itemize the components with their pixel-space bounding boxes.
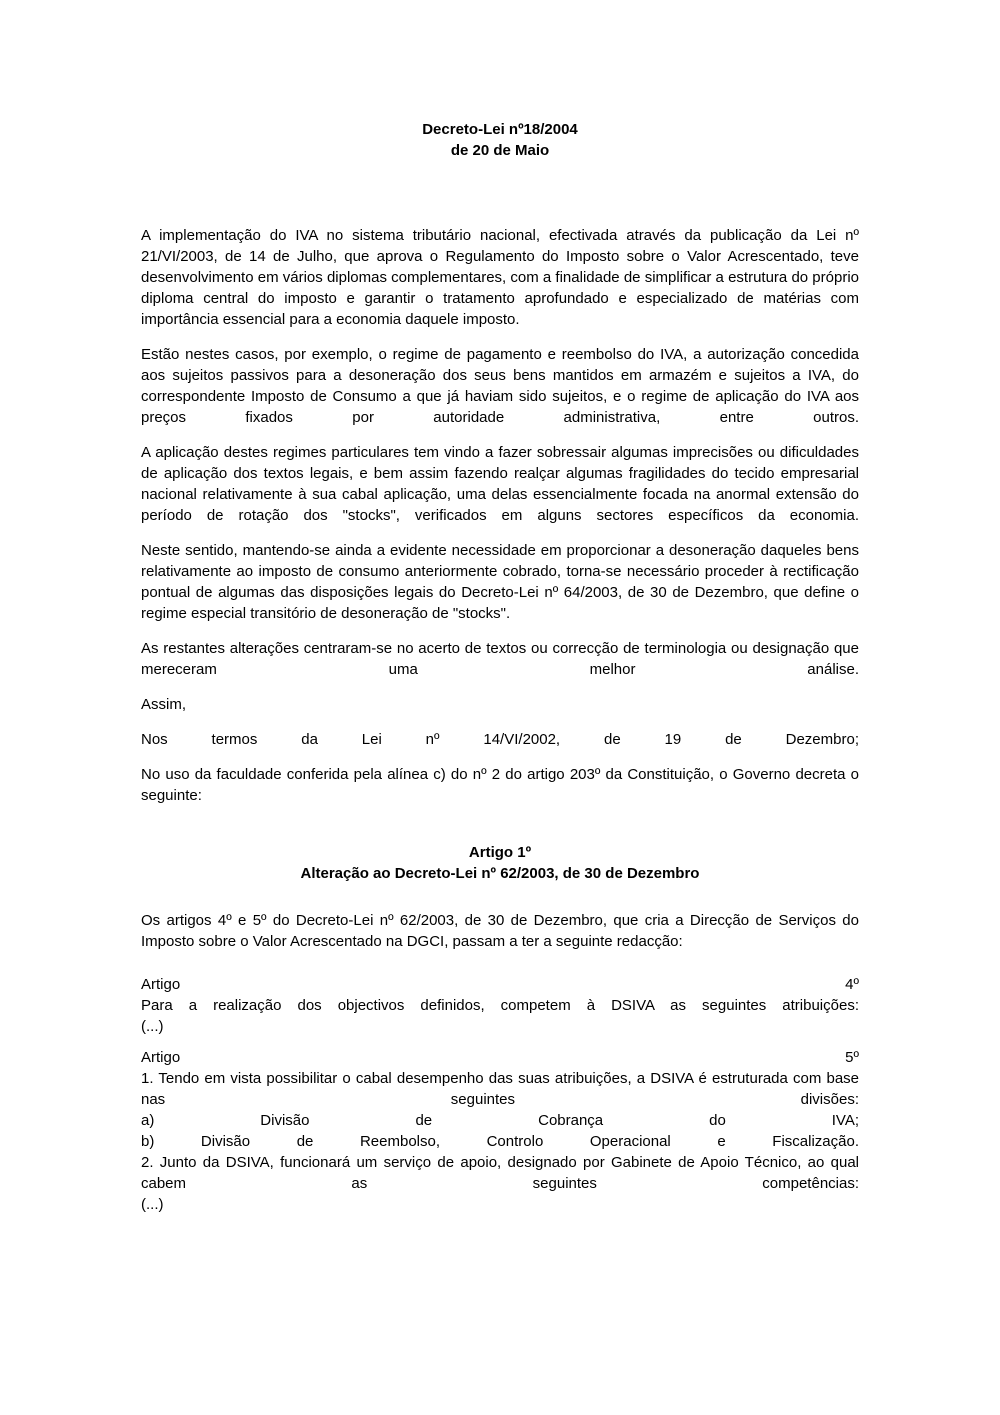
intro-paragraph-5: As restantes alterações centraram-se no acerto de textos ou correcção de terminologia ou designação que mereceram uma melhor análise. [141,640,859,678]
article-5-block: Artigo 5º 1. Tendo em vista possibilitar o cabal desempenho das suas atribuições, a DSIVA é estruturada com base nas seguintes divisões: a) Divisão de Cobrança do IVA; b) Divisão de Reembolso, Controlo Operacional e Fiscalização. 2. Junto da DSIVA, funcionará um serviço de apoio, designado por Gabinete de Apoio Técnico, ao qual cabem as seguintes competências: (...) [141,1049,859,1213]
document-title: Decreto-Lei nº18/2004 de 20 de Maio [422,121,578,159]
intro-paragraph-2: Estão nestes casos, por exemplo, o regime de pagamento e reembolso do IVA, a autorização concedida aos sujeitos passivos para a desoneração dos seus bens mantidos em armazém e sujeitos a IVA, do correspondente Imposto de Consumo a que já haviam sido sujeitos, e o regime de aplicação do IVA aos preços fixados por autoridade administrativa, entre outros. [141,346,859,426]
article-4-block: Artigo 4º Para a realização dos objectivos definidos, competem à DSIVA as seguintes atribuições: (...) [141,976,859,1035]
article-1-heading: Artigo 1º Alteração ao Decreto-Lei nº 62/2003, de 30 de Dezembro [300,844,700,882]
intro-paragraph-1: A implementação do IVA no sistema tributário nacional, efectivada através da publicação da Lei nº 21/VI/2003, de 14 de Julho, que aprova o Regulamento do Imposto sobre o Valor Acrescentado, teve desenvolvimento em vários diplomas complementares, com a finalidade de simplificar a estrutura do próprio diploma central do imposto e garantir o tratamento aprofundado e especializado de matérias com importância essencial para a economia daquele imposto. [141,227,859,328]
no-uso-paragraph: No uso da faculdade conferida pela alínea c) do nº 2 do artigo 203º da Constituição, o Governo decreta o seguinte: [141,766,859,804]
intro-paragraph-4: Neste sentido, mantendo-se ainda a evidente necessidade em proporcionar a desoneração daqueles bens relativamente ao imposto de consumo anteriormente cobrado, torna-se necessário proceder à rectificação pontual de algumas das disposições legais do Decreto-Lei nº 64/2003, de 30 de Dezembro, que define o regime especial transitório de desoneração de "stocks". [141,542,859,622]
article-1-lead-paragraph: Os artigos 4º e 5º do Decreto-Lei nº 62/2003, de 30 de Dezembro, que cria a Direcção de Serviços do Imposto sobre o Valor Acrescentado na DGCI, passam a ter a seguinte redacção: [141,912,859,950]
nos-termos-paragraph: Nos termos da Lei nº 14/VI/2002, de 19 de Dezembro; [141,731,859,748]
document-body [141,119,859,1215]
assim-paragraph: Assim, [141,696,186,713]
intro-paragraph-3: A aplicação destes regimes particulares tem vindo a fazer sobressair algumas imprecisões ou dificuldades de aplicação dos textos legais, e bem assim fazendo realçar algumas fragilidades do tecido empresarial nacional relativamente à sua cabal aplicação, uma delas essencialmente focada na anormal extensão do período de rotação dos "stocks", verificados em alguns sectores específicos da economia. [141,444,859,524]
